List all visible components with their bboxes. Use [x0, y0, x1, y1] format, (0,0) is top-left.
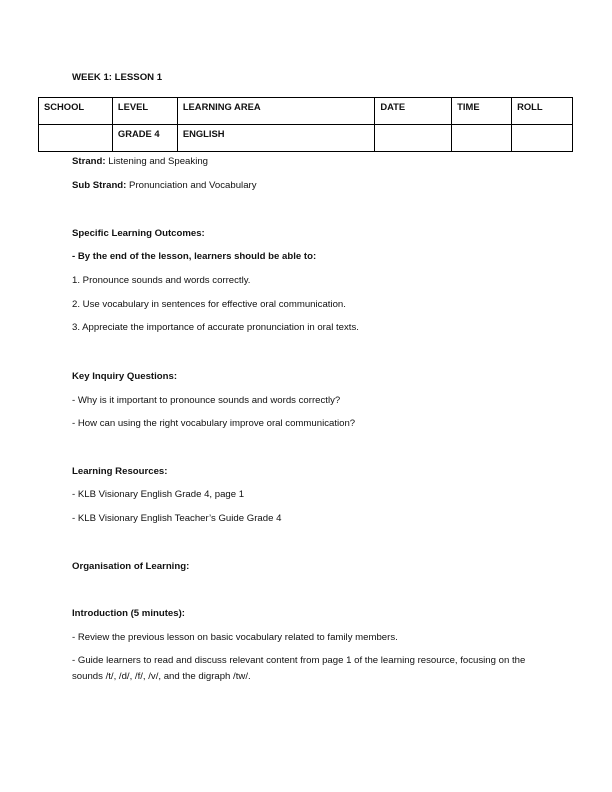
sub-strand-label: Sub Strand:	[72, 180, 127, 191]
resources-heading: Learning Resources:	[72, 466, 168, 477]
outcome-item: 2. Use vocabulary in sentences for effective oral communication.	[72, 299, 346, 310]
resource-item: - KLB Visionary English Grade 4, page 1	[72, 489, 245, 500]
outcomes-intro: - By the end of the lesson, learners should be able to:	[72, 251, 317, 262]
strand	[72, 156, 208, 168]
cell-time	[452, 125, 512, 152]
resource-item: - KLB Visionary English Teacher’s Guide Grade 4	[72, 513, 282, 524]
inquiry-item: - How can using the right vocabulary improve oral communication?	[72, 418, 356, 429]
cell-date	[375, 125, 452, 152]
cell-learning-area: ENGLISH	[177, 125, 375, 152]
header-learning-area: LEARNING AREA	[177, 98, 375, 125]
sub-strand-value: Pronunciation and Vocabulary	[129, 180, 257, 191]
header-level: LEVEL	[112, 98, 177, 125]
table-header-row	[39, 98, 573, 125]
inquiry-item: - Why is it important to pronounce sounds and words correctly?	[72, 395, 341, 406]
outcomes-heading: Specific Learning Outcomes:	[72, 228, 205, 239]
cell-level: GRADE 4	[112, 125, 177, 152]
inquiry-heading: Key Inquiry Questions:	[72, 371, 178, 382]
lesson-info-table	[38, 97, 573, 152]
header-date: DATE	[375, 98, 452, 125]
lesson-title: WEEK 1: LESSON 1	[72, 72, 163, 83]
header-school: SCHOOL	[39, 98, 113, 125]
table-row	[39, 125, 573, 152]
introduction-heading: Introduction (5 minutes):	[72, 608, 185, 619]
sub-strand	[72, 180, 257, 192]
cell-school	[39, 125, 113, 152]
outcome-item: 3. Appreciate the importance of accurate pronunciation in oral texts.	[72, 322, 359, 333]
introduction-item: - Review the previous lesson on basic vocabulary related to family members.	[72, 632, 398, 643]
outcome-item: 1. Pronounce sounds and words correctly.	[72, 275, 251, 286]
header-time: TIME	[452, 98, 512, 125]
organisation-heading: Organisation of Learning:	[72, 561, 190, 572]
cell-roll	[512, 125, 573, 152]
strand-label: Strand:	[72, 156, 106, 167]
header-roll: ROLL	[512, 98, 573, 125]
introduction-item: - Guide learners to read and discuss relevant content from page 1 of the learning resource, focusing on the sounds /t/, /d/, /f/, /v/, and the digraph /tw/.	[72, 655, 526, 682]
strand-value: Listening and Speaking	[108, 156, 208, 167]
